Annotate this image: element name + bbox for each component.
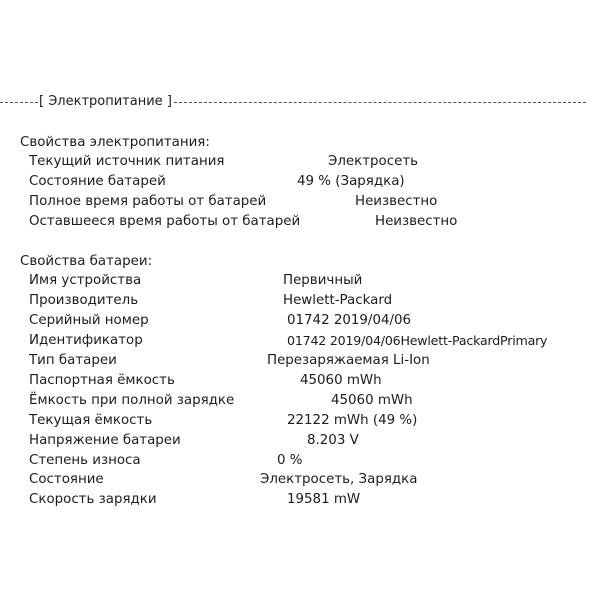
battery-row-label: Скорость зарядки (29, 492, 157, 507)
battery-row-value: 22122 mWh (49 %) (287, 413, 418, 428)
battery-row (0, 411, 600, 431)
battery-row-label: Паспортная ёмкость (29, 373, 175, 388)
battery-row-label: Имя устройства (29, 273, 142, 288)
power-row-value: Электросеть (328, 154, 419, 169)
header-close-bracket: ] (166, 94, 172, 109)
section-header-power (0, 93, 600, 111)
battery-row-value: 01742 2019/04/06 (287, 313, 412, 328)
battery-row-value: Первичный (283, 273, 363, 288)
power-row-label: Полное время работы от батарей (29, 194, 267, 209)
power-row (0, 212, 600, 232)
power-row (0, 152, 600, 172)
battery-row (0, 371, 600, 391)
header-divider-left (0, 102, 38, 103)
battery-row (0, 391, 600, 411)
power-row (0, 172, 600, 192)
battery-row-value: 45060 mWh (331, 393, 413, 408)
battery-properties-title: Свойства батареи: (20, 254, 153, 269)
battery-row-value: 45060 mWh (300, 373, 382, 388)
battery-row-value: 01742 2019/04/06Hewlett-PackardPrimary (287, 333, 548, 348)
power-row-label: Состояние батарей (29, 174, 166, 189)
battery-row (0, 271, 600, 291)
header-open-bracket: [ (39, 94, 45, 109)
battery-row-value: 0 % (277, 453, 303, 468)
power-row-value: Неизвестно (375, 214, 458, 229)
section-title: Электропитание (48, 94, 163, 109)
battery-row (0, 311, 600, 331)
battery-row-value: 19581 mW (287, 492, 361, 507)
battery-row (0, 351, 600, 371)
battery-row-label: Тип батареи (29, 353, 117, 368)
power-properties-title: Свойства электропитания: (20, 135, 210, 150)
battery-row-value: Электросеть, Зарядка (260, 472, 418, 487)
battery-row-label: Производитель (29, 293, 139, 308)
battery-row (0, 291, 600, 311)
battery-row (0, 451, 600, 471)
battery-row (0, 431, 600, 451)
battery-row-value: 8.203 V (307, 433, 359, 448)
power-row-label: Оставшееся время работы от батарей (29, 214, 301, 229)
battery-row-label: Напряжение батареи (29, 433, 181, 448)
battery-row-label: Состояние (29, 472, 104, 487)
power-row-label: Текущий источник питания (29, 154, 225, 169)
battery-row-label: Степень износа (29, 453, 141, 468)
battery-row (0, 331, 600, 351)
battery-row-label: Текущая ёмкость (29, 413, 153, 428)
header-divider-right (174, 102, 586, 103)
battery-row-label: Серийный номер (29, 313, 149, 328)
power-row-value: 49 % (Зарядка) (297, 174, 405, 189)
battery-row-value: Перезаряжаемая Li-Ion (267, 353, 430, 368)
power-row (0, 192, 600, 212)
battery-row-label: Ёмкость при полной зарядке (29, 393, 235, 408)
battery-row-label: Идентификатор (29, 333, 143, 348)
power-row-value: Неизвестно (355, 194, 438, 209)
battery-row (0, 490, 600, 510)
battery-row-value: Hewlett-Packard (283, 293, 393, 308)
battery-row (0, 470, 600, 490)
